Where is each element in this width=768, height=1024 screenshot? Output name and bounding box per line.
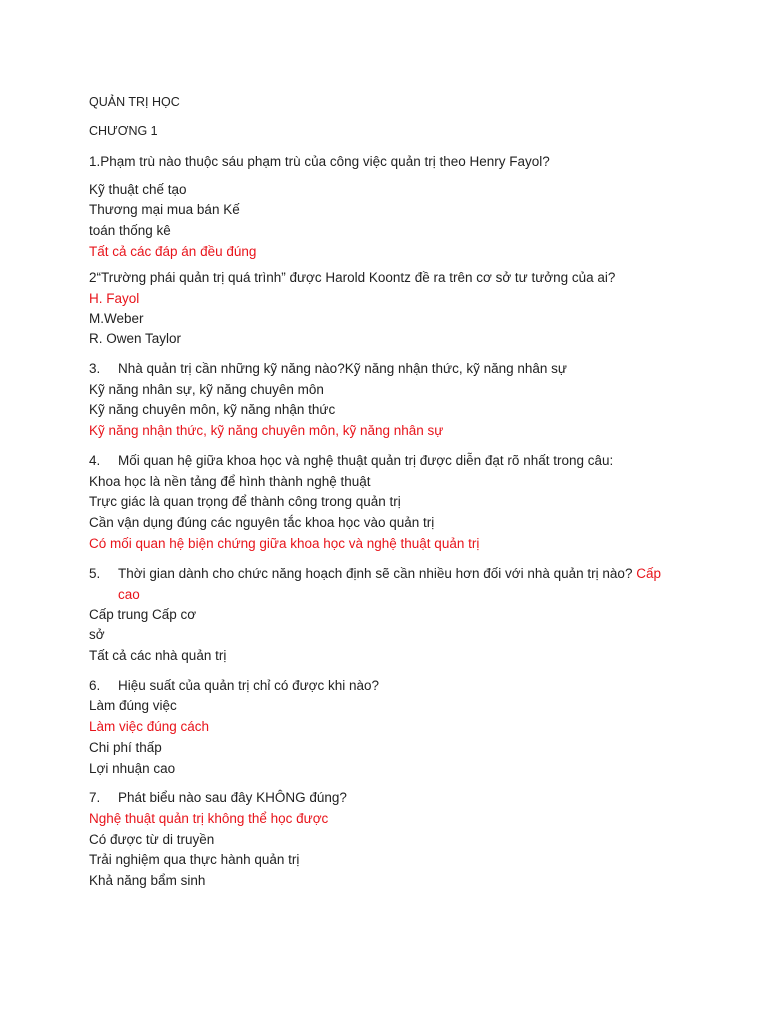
question-3-number: 3. xyxy=(89,361,101,376)
q6-option-3: Chi phí thấp xyxy=(89,740,162,755)
q5-answer-inline: Cấp xyxy=(636,566,661,581)
q6-option-1: Làm đúng việc xyxy=(89,698,177,713)
q1-option-4-answer: Tất cả các đáp án đều đúng xyxy=(89,244,257,259)
q3-option-2: Kỹ năng chuyên môn, kỹ năng nhận thức xyxy=(89,402,336,417)
q3-option-1: Kỹ năng nhân sự, kỹ năng chuyên môn xyxy=(89,382,324,397)
q1-option-3: toán thống kê xyxy=(89,223,171,238)
question-7-number: 7. xyxy=(89,790,101,805)
q2-option-2: M.Weber xyxy=(89,311,144,326)
q1-option-1: Kỹ thuật chế tạo xyxy=(89,182,187,197)
question-4-number: 4. xyxy=(89,453,101,468)
q7-option-1-answer: Nghệ thuật quản trị không thể học được xyxy=(89,811,329,826)
question-5-text: Thời gian dành cho chức năng hoạch định sẽ cần nhiều hơn đối với nhà quản trị nào? xyxy=(118,566,633,581)
question-7 xyxy=(89,789,347,807)
q2-option-3: R. Owen Taylor xyxy=(89,331,182,346)
q5-option-3: Tất cả các nhà quản trị xyxy=(89,648,227,663)
q4-option-3: Cần vận dụng đúng các nguyên tắc khoa học vào quản trị xyxy=(89,515,435,530)
question-5 xyxy=(89,565,661,583)
q2-option-1-answer: H. Fayol xyxy=(89,291,140,306)
question-4 xyxy=(89,452,613,470)
question-6-text: Hiệu suất của quản trị chỉ có được khi nào? xyxy=(118,678,380,693)
question-3 xyxy=(89,360,567,378)
question-6-number: 6. xyxy=(89,678,101,693)
question-5-number: 5. xyxy=(89,566,101,581)
question-7-text: Phát biểu nào sau đây KHÔNG đúng? xyxy=(118,790,347,805)
question-1: 1.Phạm trù nào thuộc sáu phạm trù của công việc quản trị theo Henry Fayol? xyxy=(89,154,550,169)
q4-option-2: Trực giác là quan trọng để thành công trong quản trị xyxy=(89,494,401,509)
q7-option-2: Có được từ di truyền xyxy=(89,832,215,847)
document-title: QUẢN TRỊ HỌC xyxy=(89,95,180,109)
q5-option-1: Cấp trung Cấp cơ xyxy=(89,607,197,622)
question-6 xyxy=(89,677,379,695)
q5-answer-wrap: cao xyxy=(118,587,140,602)
q3-option-3-answer: Kỹ năng nhận thức, kỹ năng chuyên môn, kỹ năng nhân sự xyxy=(89,423,444,438)
question-3-text: Nhà quản trị cần những kỹ năng nào?Kỹ năng nhận thức, kỹ năng nhân sự xyxy=(118,361,567,376)
q7-option-4: Khả năng bẩm sinh xyxy=(89,873,206,888)
q6-option-2-answer: Làm việc đúng cách xyxy=(89,719,210,734)
question-4-text: Mối quan hệ giữa khoa học và nghệ thuật quản trị được diễn đạt rõ nhất trong câu: xyxy=(118,453,614,468)
q4-option-4-answer: Có mối quan hệ biện chứng giữa khoa học và nghệ thuật quản trị xyxy=(89,536,480,551)
chapter-heading: CHƯƠNG 1 xyxy=(89,124,158,138)
q1-option-2: Thương mại mua bán Kế xyxy=(89,202,240,217)
q6-option-4: Lợi nhuận cao xyxy=(89,761,176,776)
question-2: 2“Trường phái quản trị quá trình” được Harold Koontz đề ra trên cơ sở tư tưởng của ai? xyxy=(89,270,616,285)
q4-option-1: Khoa học là nền tảng để hình thành nghệ thuật xyxy=(89,474,371,489)
q5-option-2: sở xyxy=(89,627,105,642)
q7-option-3: Trải nghiệm qua thực hành quản trị xyxy=(89,852,300,867)
